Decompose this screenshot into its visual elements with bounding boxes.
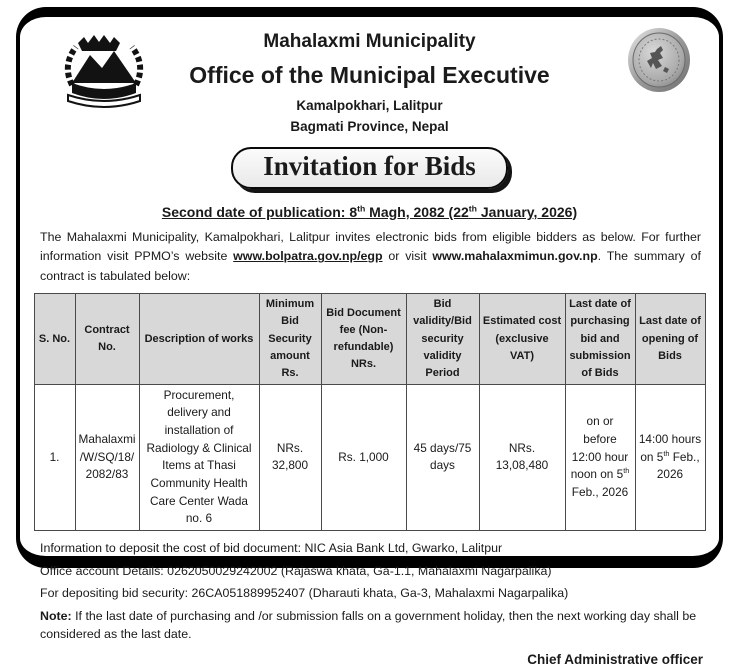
note-text: If the last date of purchasing and /or submission falls on a government holiday, then the next working day shall be considered as the last date.: [40, 608, 697, 641]
municipality-website-link[interactable]: www.mahalaxmimun.gov.np: [432, 249, 598, 264]
cell-estimated-cost: NRs. 13,08,480: [479, 384, 565, 531]
ppmo-website-link[interactable]: www.bolpatra.gov.np/egp: [233, 249, 383, 264]
text-segment: th: [623, 466, 630, 476]
intro-paragraph: [40, 228, 701, 287]
invitation-banner: Invitation for Bids: [231, 147, 508, 189]
col-header-sno: S. No.: [34, 294, 75, 384]
cell-doc-fee: Rs. 1,000: [321, 384, 406, 531]
col-header-last-opening: Last date of opening of Bids: [635, 294, 705, 384]
text-segment: on or before 12:00 hour noon on 5: [570, 414, 629, 482]
footer-info: [40, 540, 705, 643]
text-segment: th: [357, 203, 366, 213]
municipal-seal-icon: [627, 27, 691, 93]
office-account-line: Office account Details: 0262050029242002 (Rajaswa khata, Ga-1.1, Mahalaxmi Nagarpalika): [40, 563, 552, 578]
nepal-coat-of-arms-icon: [48, 23, 160, 123]
text-segment: January, 2026): [476, 203, 578, 220]
notice-border-frame: [16, 7, 723, 667]
col-header-contract-no: Contract No.: [75, 294, 139, 384]
text-segment: . The summary of contract is tabulated below:: [40, 249, 701, 283]
text-segment: th: [663, 448, 670, 458]
cell-last-opening: [635, 384, 705, 531]
office-title: Office of the Municipal Executive: [189, 62, 550, 88]
invitation-banner-wrap: [20, 147, 719, 189]
cell-contract-no: Mahalaxmi /W/SQ/18/ 2082/83: [75, 384, 139, 531]
bid-security-account-line: For depositing bid security: 26CA051889952407 (Dharauti khata, Ga-3, Mahalaxmi Nagarpalika): [40, 586, 569, 601]
cell-description: Procurement, delivery and installation of Radiology & Clinical Items at Thasi Community Health Care Center Wada no. 6: [139, 384, 259, 531]
col-header-validity: Bid validity/Bid security validity Period: [406, 294, 479, 384]
cell-sno: 1.: [34, 384, 75, 531]
municipality-title: Mahalaxmi Municipality: [263, 31, 476, 52]
cell-last-purchase: [565, 384, 635, 531]
col-header-last-purchase: Last date of purchasing bid and submission of Bids: [565, 294, 635, 384]
address-line-2: Bagmati Province, Nepal: [290, 119, 449, 134]
text-segment: Second date of publication: 8: [161, 203, 358, 220]
notice-content: [20, 17, 719, 667]
note-label: Note:: [40, 608, 72, 623]
col-header-estimated-cost: Estimated cost (exclusive VAT): [479, 294, 565, 384]
text-segment: Feb., 2026: [571, 484, 629, 499]
cell-validity: 45 days/75 days: [406, 384, 479, 531]
table-row: [34, 384, 705, 531]
col-header-description: Description of works: [139, 294, 259, 384]
contract-summary-table: [34, 293, 706, 531]
table-header-row: [34, 294, 705, 384]
signature-line: Chief Administrative officer: [527, 651, 703, 667]
publication-date-line: [20, 203, 719, 220]
text-segment: or visit: [382, 249, 433, 264]
text-segment: th: [468, 203, 477, 213]
col-header-bid-security: Minimum Bid Security amount Rs.: [259, 294, 321, 384]
note-line: [40, 608, 705, 644]
text-segment: Magh, 2082 (22: [365, 203, 469, 220]
cell-bid-security: NRs. 32,800: [259, 384, 321, 531]
col-header-doc-fee: Bid Document fee (Non-refundable) NRs.: [321, 294, 406, 384]
address-line-1: Kamalpokhari, Lalitpur: [296, 98, 443, 113]
text-segment: The Mahalaxmi Municipality, Kamalpokhari, Lalitpur invites electronic bids from eligible bidders as below. For further information visit PPMO’s website: [40, 229, 701, 264]
publication-date-text: [162, 204, 577, 220]
text-segment: Feb., 2026: [656, 449, 700, 482]
text-segment: 14:00 hours on 5: [638, 431, 702, 464]
deposit-info-line: Information to deposit the cost of bid document: NIC Asia Bank Ltd, Gwarko, Lalitpur: [40, 541, 503, 556]
